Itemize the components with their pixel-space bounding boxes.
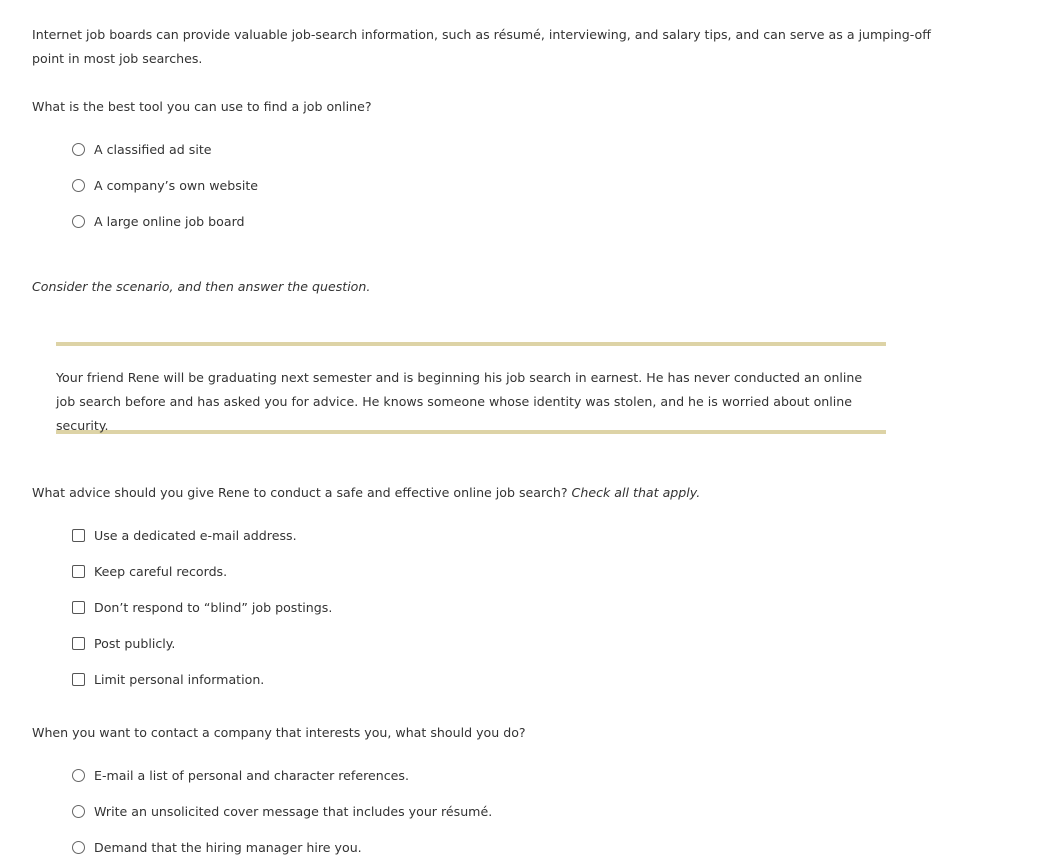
option-label: E-mail a list of personal and character references.: [94, 767, 409, 783]
q3-option-cover-message[interactable]: [72, 802, 492, 820]
radio-button[interactable]: [72, 841, 85, 854]
q2-option-dedicated-email[interactable]: [72, 526, 297, 544]
scenario-intro: Consider the scenario, and then answer the question.: [32, 279, 371, 294]
radio-button[interactable]: [72, 179, 85, 192]
q2-option-blind-postings[interactable]: [72, 598, 332, 616]
question-3-prompt: When you want to contact a company that interests you, what should you do?: [32, 725, 526, 740]
option-label: Use a dedicated e-mail address.: [94, 527, 297, 543]
question-2-text: What advice should you give Rene to conduct a safe and effective online job search?: [32, 485, 568, 500]
intro-text: Internet job boards can provide valuable job-search information, such as résumé, interviewing, and salary tips, and can serve as a jumping-off point in most job searches.: [32, 27, 931, 66]
checkbox[interactable]: [72, 565, 85, 578]
radio-button[interactable]: [72, 769, 85, 782]
q1-option-job-board[interactable]: [72, 212, 245, 230]
option-label: Demand that the hiring manager hire you.: [94, 839, 362, 855]
radio-button[interactable]: [72, 805, 85, 818]
question-2-hint: Check all that apply.: [571, 485, 701, 500]
checkbox[interactable]: [72, 673, 85, 686]
option-label: A company’s own website: [94, 177, 259, 193]
top-progress-strip: [32, 0, 162, 2]
q2-option-limit-info[interactable]: [72, 670, 264, 688]
scenario-box: [56, 342, 886, 434]
q1-option-classified[interactable]: [72, 140, 212, 158]
option-label: A classified ad site: [94, 141, 212, 157]
option-label: A large online job board: [94, 213, 245, 229]
checkbox[interactable]: [72, 601, 85, 614]
q1-option-company-website[interactable]: [72, 176, 258, 194]
question-2-prompt: [32, 481, 700, 505]
option-label: Post publicly.: [94, 635, 176, 651]
option-label: Write an unsolicited cover message that includes your résumé.: [94, 803, 493, 819]
radio-button[interactable]: [72, 215, 85, 228]
question-1-prompt: What is the best tool you can use to find a job online?: [32, 99, 372, 114]
option-label: Limit personal information.: [94, 671, 265, 687]
radio-button[interactable]: [72, 143, 85, 156]
q2-option-careful-records[interactable]: [72, 562, 227, 580]
option-label: Don’t respond to “blind” job postings.: [94, 599, 333, 615]
scenario-text: Your friend Rene will be graduating next semester and is beginning his job search in earnest. He has never conducted an online job search before and has asked you for advice. He knows someone whose identity was stolen, and he is worried about online security.: [56, 370, 863, 433]
q2-option-post-publicly[interactable]: [72, 634, 175, 652]
option-label: Keep careful records.: [94, 563, 228, 579]
q3-option-demand-hire[interactable]: [72, 838, 362, 856]
checkbox[interactable]: [72, 529, 85, 542]
checkbox[interactable]: [72, 637, 85, 650]
q3-option-references[interactable]: [72, 766, 409, 784]
